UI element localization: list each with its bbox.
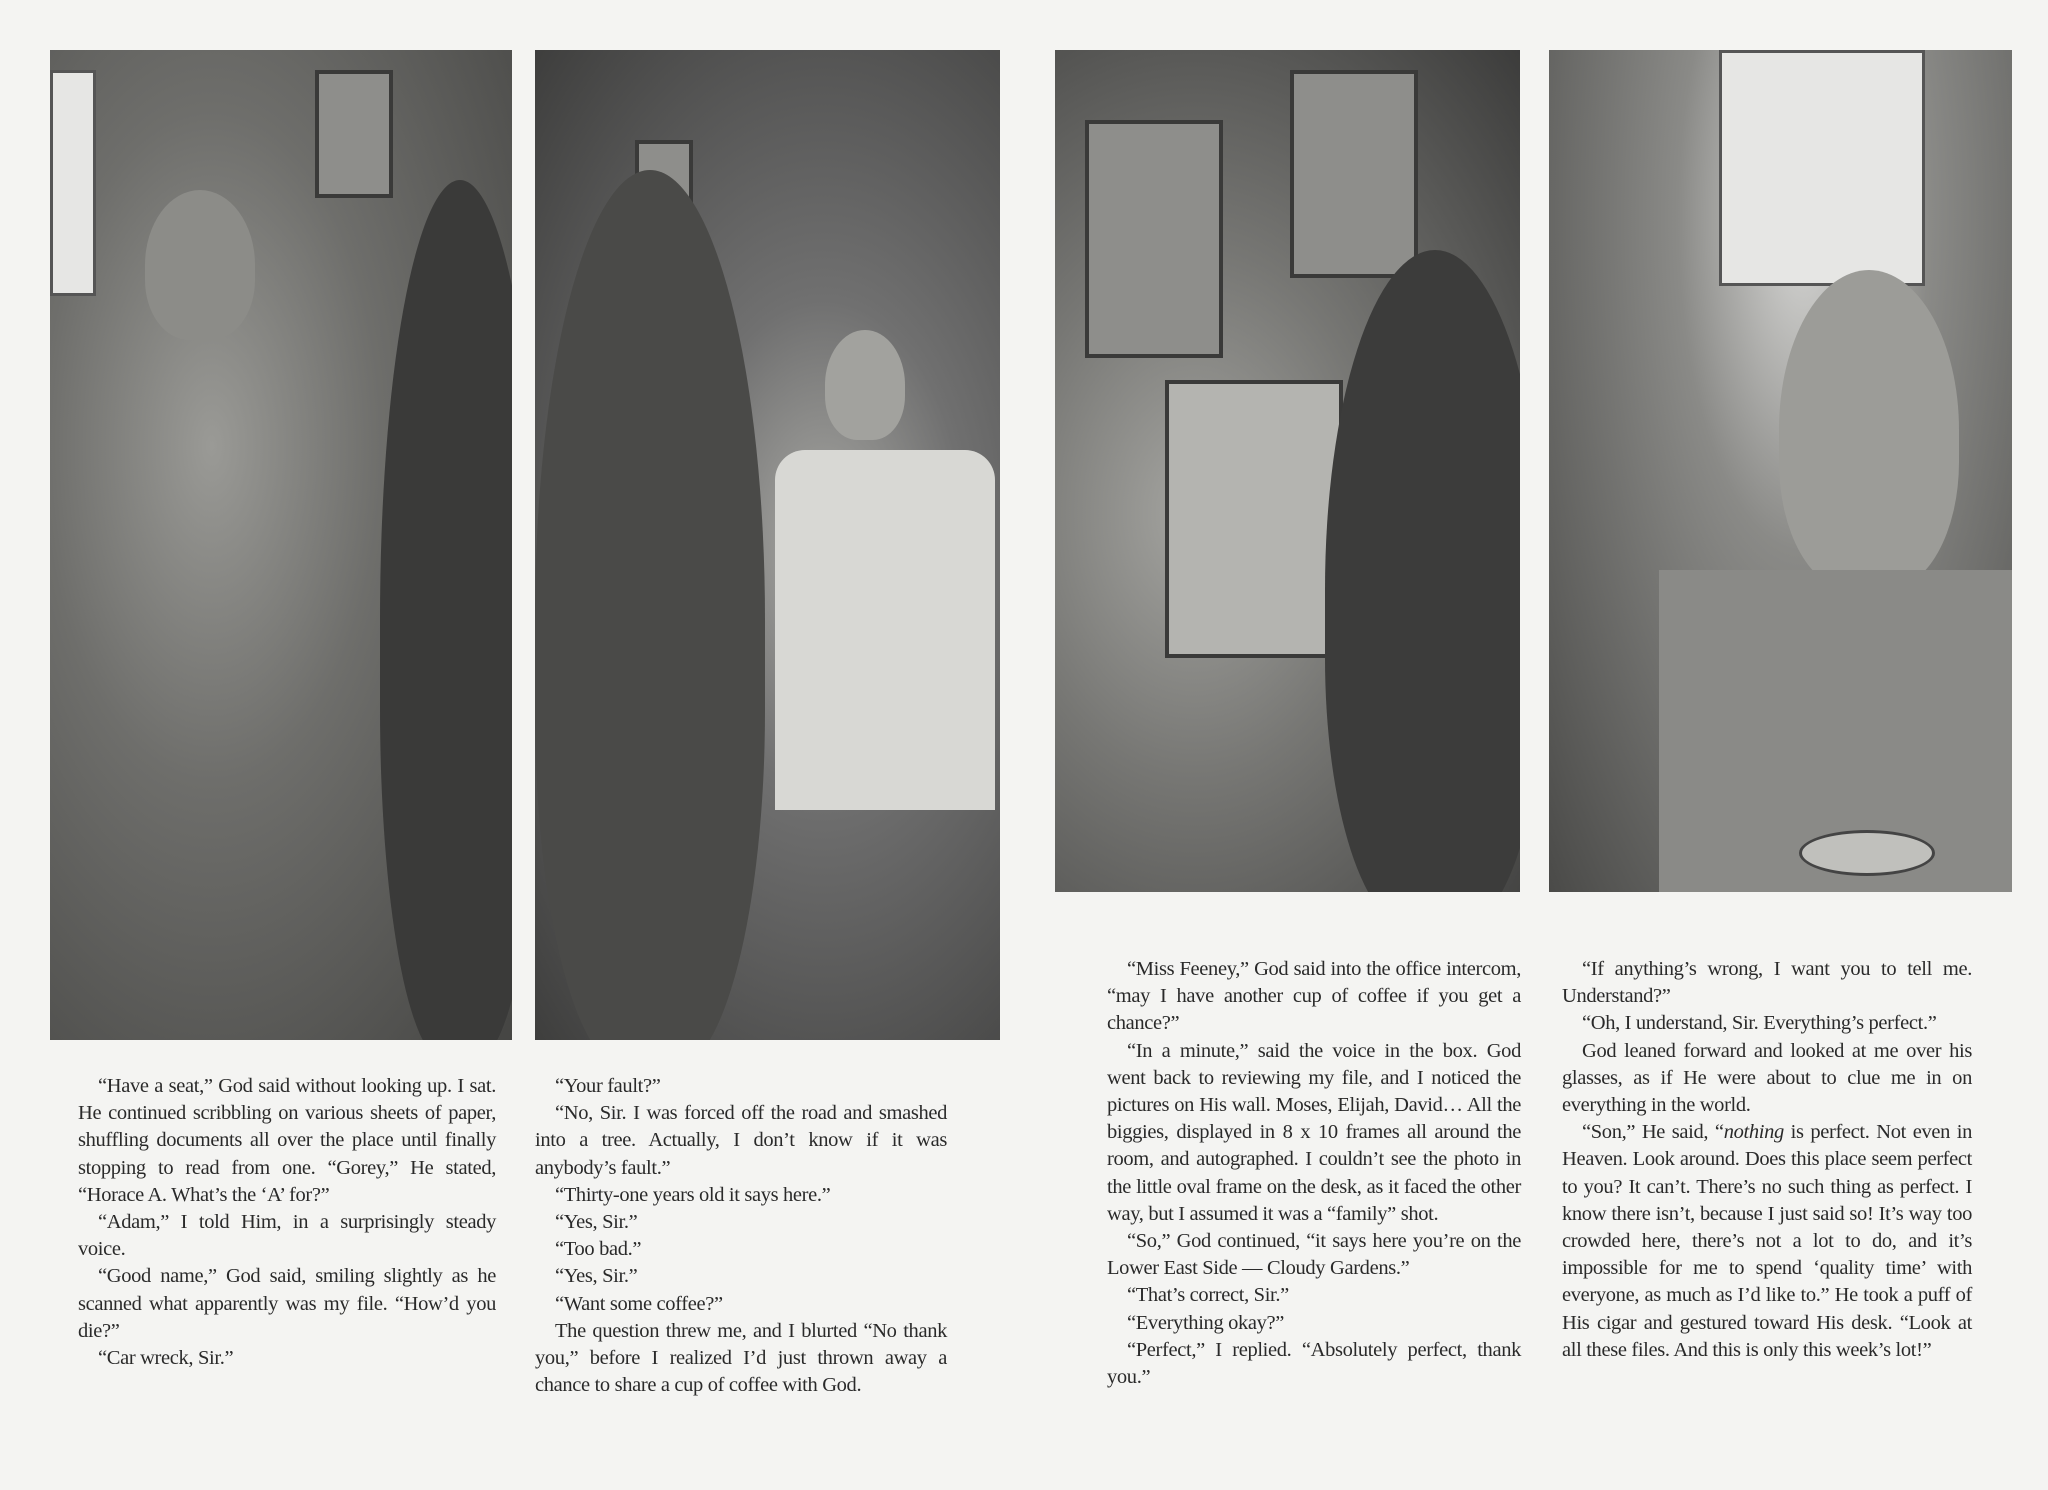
paragraph: “Have a seat,” God said without looking up. I sat. He continued scribbling on various sheets of paper, shuffling documents all over the place until finally stopping to read from one. “Gorey,” He stated, “Horace A. What’s the ‘A’ for?”	[78, 1075, 496, 1206]
wall-picture-frame	[1085, 120, 1223, 358]
wall-picture-frame	[315, 70, 393, 198]
text-column-4	[1562, 956, 1972, 1364]
illustration-god-bearded	[1549, 50, 2012, 892]
paragraph: “So,” God continued, “it says here you’re on the Lower East Side — Cloudy Gardens.”	[1107, 1230, 1521, 1280]
ashtray	[1799, 830, 1935, 876]
window	[50, 70, 96, 296]
adam-shirt	[775, 450, 995, 810]
paragraph: “Car wreck, Sir.”	[98, 1347, 234, 1370]
wall-picture-frame	[1165, 380, 1343, 658]
text-column-1	[78, 1073, 496, 1372]
paragraph: “If anything’s wrong, I want you to tell me. Understand?”	[1562, 958, 1972, 1008]
paragraph: “Oh, I understand, Sir. Everything’s perfect.”	[1582, 1012, 1937, 1035]
emphasis-nothing: nothing	[1723, 1121, 1784, 1144]
text-run: “Son,” He said, “	[1582, 1121, 1724, 1144]
paragraph-son	[1562, 1119, 1972, 1364]
paragraph: “Good name,” God said, smiling slightly as he scanned what apparently was my file. “How’d you die?”	[78, 1265, 496, 1342]
paragraph: “In a minute,” said the voice in the box. God went back to reviewing my file, and I noticed the pictures on His wall. Moses, Elijah, David… All the biggies, displayed in 8 x 10 frames all around the room, and autographed. I couldn’t see the photo in the little oval frame on the desk, as it faced the other way, but I assumed it was a “family” shot.	[1107, 1039, 1521, 1225]
paragraph: “Your fault?”	[555, 1075, 661, 1097]
paragraph: “Too bad.”	[555, 1238, 642, 1261]
paragraph: “No, Sir. I was forced off the road and smashed into a tree. Actually, I don’t know if it was anybody’s fault.”	[535, 1102, 947, 1179]
paragraph: God leaned forward and looked at me over his glasses, as if He were about to clue me in on everything in the world.	[1562, 1039, 1972, 1117]
text-column-3	[1107, 956, 1521, 1391]
paragraph: “Thirty-one years old it says here.”	[555, 1183, 831, 1206]
window	[1719, 50, 1925, 286]
paragraph: “Adam,” I told Him, in a surprisingly steady voice.	[78, 1211, 496, 1261]
illustration-adam-profile	[1055, 50, 1520, 892]
paragraph: “Want some coffee?”	[555, 1292, 723, 1315]
paragraph: “Perfect,” I replied. “Absolutely perfect, thank you.”	[1107, 1338, 1521, 1389]
god-bearded-figure	[1779, 270, 1959, 590]
wall-picture-frame	[1290, 70, 1418, 278]
text-column-2	[535, 1073, 947, 1399]
paragraph: The question threw me, and I blurted “No thank you,” before I realized I’d just thrown away a chance to share a cup of coffee with God.	[535, 1319, 947, 1397]
god-back-figure	[535, 170, 765, 1040]
god-figure	[145, 190, 255, 340]
paragraph: “That’s correct, Sir.”	[1127, 1284, 1289, 1307]
paragraph: “Yes, Sir.”	[555, 1265, 638, 1288]
paragraph: “Miss Feeney,” God said into the office intercom, “may I have another cup of coffee if you get a chance?”	[1107, 958, 1521, 1035]
illustration-god-at-desk	[50, 50, 512, 1040]
text-run: is perfect. Not even in Heaven. Look around. Does this place seem perfect to you? It can’t. There’s no such thing as perfect. I know there isn’t, because I just said so! It’s way too crowded here, there’s not a lot to do, and it’s impossible for me to spend ‘quality time’ with everyone, as much as I’d like to.” He took a puff of His cigar and gestured toward His desk. “Look at all these files. And this is only this week’s lot!”	[1562, 1121, 1972, 1361]
paragraph: “Yes, Sir.”	[555, 1211, 638, 1234]
adam-face	[825, 330, 905, 440]
paragraph: “Everything okay?”	[1127, 1311, 1285, 1334]
illustration-adam-standing	[535, 50, 1000, 1040]
